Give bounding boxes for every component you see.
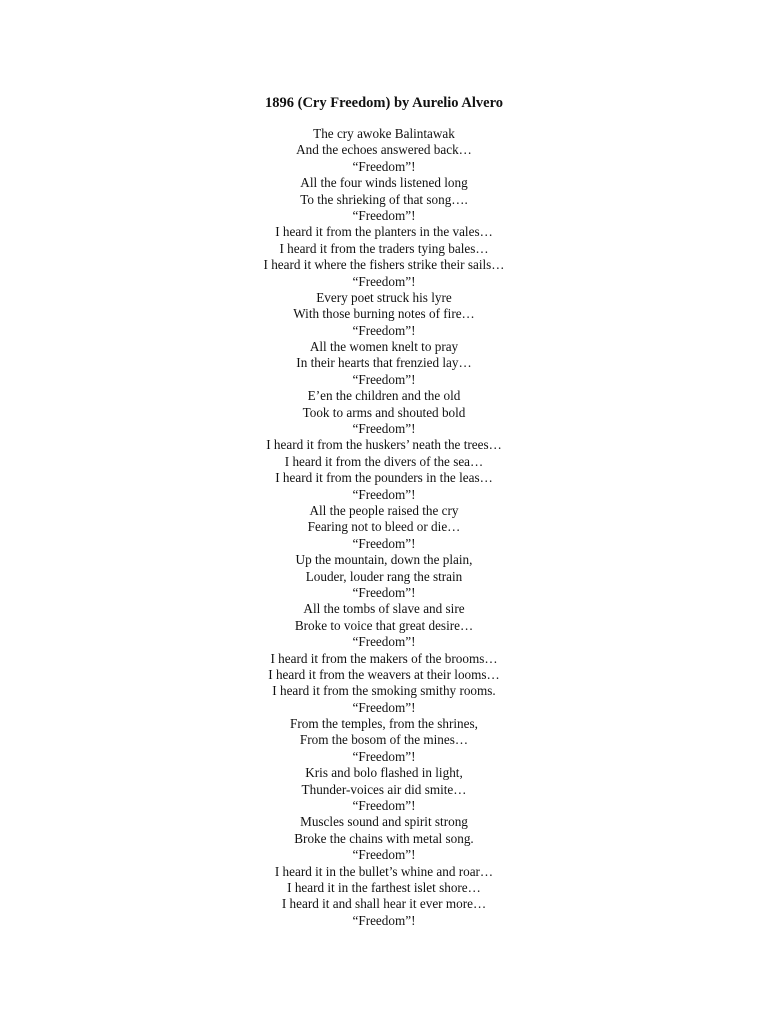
poem-line: Thunder-voices air did smite… — [301, 781, 467, 797]
poem-line: I heard it and shall hear it ever more… — [281, 896, 487, 912]
poem-line: “Freedom”! — [352, 847, 416, 863]
poem-body — [0, 126, 768, 929]
poem-line: I heard it in the bullet’s whine and roar… — [274, 863, 494, 879]
poem-line: Muscles sound and spirit strong — [300, 814, 468, 830]
poem-line: All the tombs of slave and sire — [303, 601, 465, 617]
poem-line: I heard it from the huskers’ neath the trees… — [266, 437, 502, 453]
poem-line: From the temples, from the shrines, — [290, 716, 478, 732]
poem-line: The cry awoke Balintawak — [313, 126, 455, 141]
poem-line: And the echoes answered back… — [296, 142, 472, 158]
poem-line: Every poet struck his lyre — [316, 289, 452, 305]
poem-line: “Freedom”! — [352, 584, 416, 600]
poem-line: Louder, louder rang the strain — [305, 568, 463, 584]
poem-line: I heard it from the planters in the vales… — [275, 224, 493, 240]
poem-line: I heard it from the smoking smithy rooms. — [272, 683, 496, 699]
poem-line: With those burning notes of fire… — [293, 306, 475, 322]
poem-title: 1896 (Cry Freedom) by Aurelio Alvero — [264, 95, 503, 111]
poem-line: Took to arms and shouted bold — [302, 404, 466, 420]
poem-line: I heard it from the divers of the sea… — [284, 453, 484, 469]
poem-line: To the shrieking of that song…. — [300, 191, 468, 207]
poem-line: “Freedom”! — [352, 322, 416, 338]
poem-line: “Freedom”! — [352, 798, 416, 814]
poem-line: Fearing not to bleed or die… — [307, 519, 461, 535]
poem-line: “Freedom”! — [352, 535, 416, 551]
poem-line: Kris and bolo flashed in light, — [305, 765, 463, 781]
poem-line: From the bosom of the mines… — [299, 732, 469, 748]
poem-line: Up the mountain, down the plain, — [295, 552, 473, 568]
poem-line: “Freedom”! — [352, 486, 416, 502]
poem-line: E’en the children and the old — [307, 388, 461, 404]
poem-line: “Freedom”! — [352, 699, 416, 715]
poem-line: “Freedom”! — [352, 273, 416, 289]
poem-line: “Freedom”! — [352, 421, 416, 437]
poem-line: “Freedom”! — [352, 634, 416, 650]
poem-line: I heard it from the traders tying bales… — [279, 240, 489, 256]
poem-line: I heard it from the pounders in the leas… — [275, 470, 493, 486]
poem-line: All the women knelt to pray — [309, 339, 459, 355]
poem-line: Broke the chains with metal song. — [294, 830, 474, 846]
poem-line: “Freedom”! — [352, 371, 416, 387]
poem-line: “Freedom”! — [352, 158, 416, 174]
poem-line: Broke to voice that great desire… — [294, 617, 474, 633]
poem-line: “Freedom”! — [352, 748, 416, 764]
poem-line: I heard it in the farthest islet shore… — [287, 879, 481, 895]
poem-line: I heard it where the fishers strike their sails… — [263, 257, 505, 273]
poem-line: “Freedom”! — [352, 207, 416, 223]
poem-line: “Freedom”! — [352, 912, 416, 928]
poem-line: All the four winds listened long — [300, 175, 468, 191]
poem-line: All the people raised the cry — [309, 502, 459, 518]
poem-line: I heard it from the makers of the brooms… — [270, 650, 498, 666]
poem-line: In their hearts that frenzied lay… — [296, 355, 472, 371]
poem-line: I heard it from the weavers at their looms… — [268, 666, 500, 682]
